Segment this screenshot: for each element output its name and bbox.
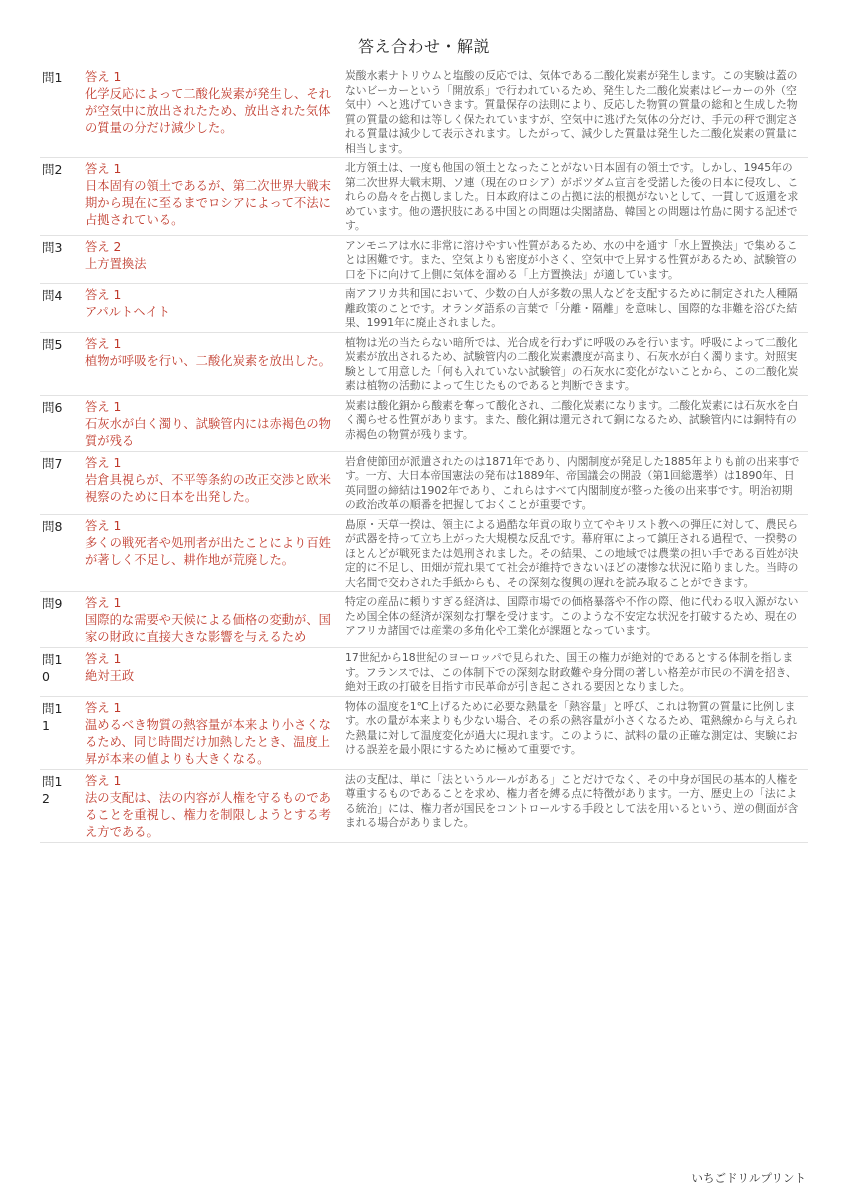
answer-label: 答え 1	[85, 773, 122, 788]
footer-brand: いちごドリルプリント	[691, 1171, 806, 1185]
question-number-cell	[40, 336, 85, 353]
answer-row	[40, 333, 808, 396]
answer-label: 答え 1	[85, 455, 122, 470]
answer-block	[85, 239, 345, 273]
question-number: 問2	[42, 162, 63, 177]
question-number: 問10	[42, 652, 63, 684]
answer-label: 答え 2	[85, 239, 122, 254]
question-number: 問8	[42, 518, 63, 534]
answer-text: 国際的な需要や天候による価格の変動が、国家の財政に直接大きな影響を与えるため	[85, 613, 331, 644]
answer-block	[85, 651, 345, 685]
answer-block	[85, 287, 345, 321]
answer-block	[85, 773, 345, 841]
answer-row	[40, 396, 808, 452]
answer-row	[40, 284, 808, 333]
question-number: 問1	[42, 70, 63, 85]
explanation-text: 南アフリカ共和国において、少数の白人が多数の黒人などを支配するために制定された人種隔離政策のことです。オランダ語系の言葉で「分離・隔離」を意味し、国際的な非難を浴びた結果、1991年に廃止されました。	[345, 287, 798, 329]
answer-text: 植物が呼吸を行い、二酸化炭素を放出した。	[85, 353, 331, 368]
explanation-text: 島原・天草一揆は、領主による過酷な年貢の取り立てやキリスト教への弾圧に対して、農民らが武器を持って立ち上がった大規模な反乱です。幕府軍によって鎮圧される過程で、一揆勢のほとんどが戦死または処刑されました。その結果、この地域では農業の担い手である百姓が決定的に不足し、田畑が荒れ果てて社会が維持できないほどの凄惨な状況に陥りました。当時の大名間で交わされた手紙からも、その深刻な復興の遅れを読み取ることができます。	[345, 517, 799, 589]
question-number: 問11	[42, 700, 63, 733]
answer-label: 答え 1	[85, 288, 122, 302]
explanation-text: 17世紀から18世紀のヨーロッパで見られた、国王の権力が絶対的であるとする体制を指します。フランスでは、この体制下での深刻な財政難や身分間の著しい格差が市民の不満を招き、絶対王政の打破を目指す市民革命が引き起こされる要因となりました。	[345, 651, 797, 693]
answer-text: 岩倉具視らが、不平等条約の改正交渉と欧米視察のために日本を出発した。	[85, 472, 331, 504]
answer-row	[40, 515, 808, 593]
explanation-text: アンモニアは水に非常に溶けやすい性質があるため、水の中を通す「水上置換法」で集めることは困難です。また、空気よりも密度が小さく、空気中で上昇する性質があるため、試験管の口を下に向けて上側に気体を溜める「上方置換法」が適しています。	[345, 238, 798, 281]
question-number-cell	[40, 69, 85, 86]
question-number-cell	[40, 773, 85, 807]
answer-label: 答え 1	[85, 518, 122, 533]
answer-block	[85, 518, 345, 569]
answer-label: 答え 1	[85, 596, 122, 610]
answer-text: 化学反応によって二酸化炭素が発生し、それが空気中に放出されたため、放出された気体の質量の分だけ減少した。	[85, 87, 331, 135]
page-title: 答え合わせ・解説	[357, 37, 490, 56]
question-number-cell	[40, 161, 85, 178]
answer-row	[40, 452, 808, 515]
question-number-cell	[40, 287, 85, 304]
question-number-cell	[40, 700, 85, 734]
explanation-text: 炭素は酸化銅から酸素を奪って酸化され、二酸化炭素になります。二酸化炭素には石灰水を白く濁らせる性質があります。また、酸化銅は還元されて銅になるため、試験管内には銅特有の赤褐色の物質が残ります。	[345, 398, 799, 441]
question-number: 問9	[42, 596, 63, 611]
answer-row	[40, 592, 808, 648]
question-number: 問3	[42, 239, 63, 255]
question-number: 問4	[42, 288, 63, 303]
answer-text: 石灰水が白く濁り、試験管内には赤褐色の物質が残る	[85, 416, 331, 448]
question-number-cell	[40, 399, 85, 416]
answer-block	[85, 69, 345, 137]
answer-label: 答え 1	[85, 652, 122, 666]
question-number-cell	[40, 651, 85, 685]
answer-row	[40, 66, 808, 158]
question-number: 問6	[42, 399, 63, 415]
question-number: 問12	[42, 773, 63, 806]
answer-row	[40, 158, 808, 236]
explanation-text: 炭酸水素ナトリウムと塩酸の反応では、気体である二酸化炭素が発生します。この実験は蓋のないビーカーという「開放系」で行われているため、発生した二酸化炭素はビーカーの外（空気中）へと逃げていきます。質量保存の法則により、反応した物質の質量の総和と生成した物質の質量の総和は等しく保たれていますが、空気中に逃げた気体の分だけ、手元の秤で測定される質量は減少して表示されます。したがって、減少した質量は発生した二酸化炭素の質量に相当します。	[345, 69, 799, 155]
answer-row	[40, 648, 808, 697]
answer-block	[85, 700, 345, 768]
question-number-cell	[40, 455, 85, 472]
answer-row	[40, 236, 808, 285]
answer-table	[40, 66, 808, 843]
answer-block	[85, 399, 345, 450]
answer-text: 上方置換法	[85, 256, 147, 271]
answer-text: アパルトヘイト	[85, 305, 171, 319]
answer-text: 日本固有の領土であるが、第二次世界大戦末期から現在に至るまでロシアによって不法に占拠されている。	[85, 179, 331, 227]
explanation-text: 物体の温度を1℃上げるために必要な熱量を「熱容量」と呼び、これは物質の質量に比例します。水の量が本来よりも少ない場合、その系の熱容量が小さくなるため、電熱線から与えられた熱量に対して温度変化が過大に現れます。このように、試料の量の正確な測定は、実験における誤差を最小限にするために極めて重要です。	[345, 699, 798, 756]
explanation-text: 岩倉使節団が派遣されたのは1871年であり、内閣制度が発足した1885年よりも前の出来事です。一方、大日本帝国憲法の発布は1889年、帝国議会の開設（第1回総選挙）は1890年、日英同盟の締結は1902年であり、これらはすべて内閣制度が整った後の出来事です。明治初期の政治改革の順番を把握しておくことが重要です。	[345, 454, 800, 511]
answer-text: 法の支配は、法の内容が人権を守るものであることを重視し、権力を制限しようとする考え方である。	[85, 790, 331, 839]
explanation-text: 北方領土は、一度も他国の領土となったことがない日本固有の領土です。しかし、1945年の第二次世界大戦末期、ソ連（現在のロシア）がポツダム宣言を受諾した後の日本に侵攻し、これらの島々を占拠しました。日本政府はこの占拠に法的根拠がないとして、一貫して返還を求めています。他の選択肢にある中国との問題は尖閣諸島、韓国との問題は竹島に関する記述です。	[345, 161, 799, 232]
question-number-cell	[40, 239, 85, 256]
answer-block	[85, 595, 345, 646]
answer-block	[85, 161, 345, 229]
explanation-text: 特定の産品に頼りすぎる経済は、国際市場での価格暴落や不作の際、他に代わる収入源がないため国全体の経済が深刻な打撃を受けます。このような不安定な状況を打破するため、現在のアフリカ諸国では産業の多角化や工業化が課題となっています。	[345, 595, 799, 637]
answer-label: 答え 1	[85, 399, 122, 414]
question-number-cell	[40, 518, 85, 535]
answer-block	[85, 336, 345, 370]
question-number: 問7	[42, 455, 63, 471]
explanation-text: 植物は光の当たらない暗所では、光合成を行わずに呼吸のみを行います。呼吸によって二酸化炭素が放出されるため、試験管内の二酸化炭素濃度が高まり、石灰水が白く濁ります。対照実験として用意した「何も入れていない試験管」の石灰水に変化がないことから、この二酸化炭素は植物の活動によって生じたものであると判断できます。	[345, 335, 799, 392]
explanation-text: 法の支配は、単に「法というルールがある」ことだけでなく、その中身が国民の基本的人権を尊重するものであることを求め、権力者を縛る点に特徴があります。一方、歴史上の「法による統治」には、権力者が国民をコントロールする手段として法を用いるという、逆の側面が含まれる場合がありました。	[345, 772, 799, 829]
question-number-cell	[40, 595, 85, 612]
answer-block	[85, 455, 345, 506]
answer-row	[40, 770, 808, 843]
answer-row	[40, 697, 808, 770]
answer-label: 答え 1	[85, 70, 122, 84]
answer-label: 答え 1	[85, 700, 122, 715]
answer-label: 答え 1	[85, 162, 122, 176]
answer-label: 答え 1	[85, 336, 122, 351]
answer-text: 絶対王政	[85, 669, 135, 683]
question-number: 問5	[42, 336, 63, 352]
answer-text: 温めるべき物質の熱容量が本来より小さくなるため、同じ時間だけ加熱したとき、温度上昇が本来の値よりも大きくなる。	[85, 717, 331, 766]
answer-text: 多くの戦死者や処刑者が出たことにより百姓が著しく不足し、耕作地が荒廃した。	[85, 535, 331, 567]
